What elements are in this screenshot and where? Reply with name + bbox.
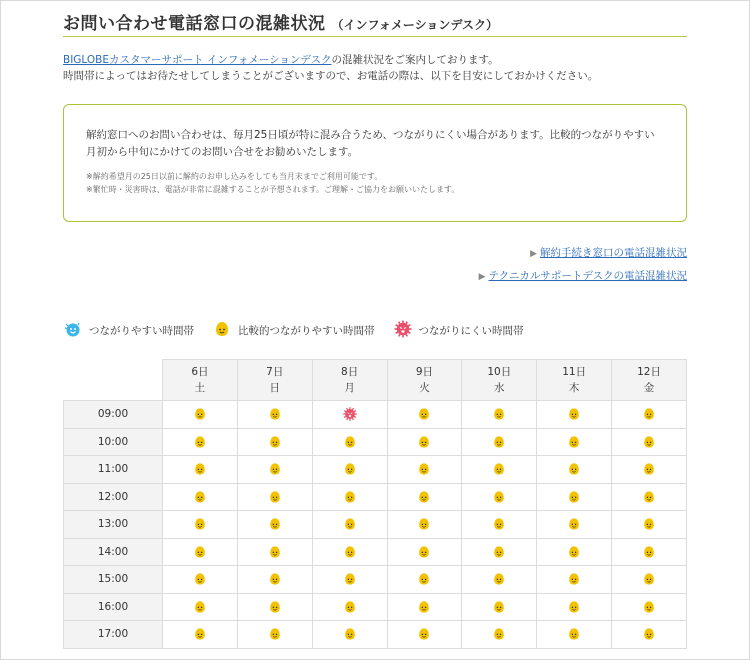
- status-cell: [312, 566, 387, 594]
- status-cell: [163, 593, 238, 621]
- fair-face-icon: [462, 571, 536, 587]
- technical-desk-link[interactable]: テクニカルサポートデスクの電話混雑状況: [488, 270, 687, 282]
- hard-face-icon: [313, 406, 387, 422]
- fair-face-icon: [612, 461, 686, 477]
- status-cell: [462, 401, 537, 429]
- day-date: 11日: [562, 366, 587, 378]
- fair-face-icon: [388, 571, 462, 587]
- fair-face-icon: [238, 406, 312, 422]
- day-header-3: [387, 360, 462, 401]
- status-cell: [163, 511, 238, 539]
- related-links: [63, 242, 687, 288]
- day-date: 7日: [266, 366, 284, 378]
- time-label: 13:00: [64, 511, 163, 539]
- time-label: 09:00: [64, 401, 163, 429]
- day-header-0: [163, 360, 238, 401]
- fair-face-icon: [462, 626, 536, 642]
- congestion-table: [63, 359, 687, 649]
- fair-face-icon: [462, 406, 536, 422]
- fair-face-icon: [612, 489, 686, 505]
- status-cell: [237, 456, 312, 484]
- info-desk-link[interactable]: BIGLOBEカスタマーサポート インフォメーションデスク: [63, 54, 332, 66]
- status-cell: [163, 456, 238, 484]
- fair-face-icon: [612, 626, 686, 642]
- fair-face-icon: [238, 544, 312, 560]
- status-cell: [312, 511, 387, 539]
- legend-easy-label: つながりやすい時間帯: [89, 324, 194, 337]
- time-label: 10:00: [64, 428, 163, 456]
- status-cell: [163, 428, 238, 456]
- status-cell: [237, 483, 312, 511]
- time-label: 16:00: [64, 593, 163, 621]
- status-cell: [462, 483, 537, 511]
- fair-face-icon: [163, 544, 237, 560]
- notice-note-1: ※解約希望月の25日以前に解約のお申し込みをしても当月末までご利用可能です。: [86, 172, 383, 181]
- fair-face-icon: [462, 489, 536, 505]
- status-cell: [612, 483, 687, 511]
- time-label: 12:00: [64, 483, 163, 511]
- day-header-2: [312, 360, 387, 401]
- day-weekday: 月: [344, 382, 355, 394]
- status-cell: [163, 401, 238, 429]
- status-cell: [163, 621, 238, 649]
- status-cell: [312, 538, 387, 566]
- fair-face-icon: [313, 516, 387, 532]
- fair-face-icon: [313, 434, 387, 450]
- day-date: 6日: [191, 366, 209, 378]
- day-header-5: [537, 360, 612, 401]
- status-cell: [312, 401, 387, 429]
- status-cell: [462, 593, 537, 621]
- fair-face-icon: [537, 626, 611, 642]
- fair-face-icon: [163, 571, 237, 587]
- table-row: [64, 428, 687, 456]
- day-date: 10日: [487, 366, 512, 378]
- day-weekday: 土: [194, 382, 206, 394]
- status-cell: [537, 566, 612, 594]
- fair-face-icon: [612, 599, 686, 615]
- fair-face-icon: [612, 571, 686, 587]
- fair-face-icon: [462, 599, 536, 615]
- notice-notes: [86, 170, 664, 196]
- status-cell: [237, 593, 312, 621]
- page-title-main: お問い合わせ電話窓口の混雑状況: [63, 14, 326, 34]
- fair-face-icon: [238, 599, 312, 615]
- hard-face-icon: [393, 319, 419, 342]
- status-cell: [237, 511, 312, 539]
- status-cell: [462, 428, 537, 456]
- fair-face-icon: [388, 461, 462, 477]
- status-cell: [537, 511, 612, 539]
- table-corner: [64, 360, 163, 401]
- table-row: [64, 401, 687, 429]
- status-cell: [462, 456, 537, 484]
- fair-face-icon: [163, 599, 237, 615]
- table-header-row: [64, 360, 687, 401]
- fair-face-icon: [388, 516, 462, 532]
- fair-face-icon: [238, 489, 312, 505]
- fair-face-icon: [212, 319, 238, 342]
- status-cell: [462, 538, 537, 566]
- day-header-4: [462, 360, 537, 401]
- status-cell: [387, 511, 462, 539]
- cancellation-desk-link[interactable]: 解約手続き窓口の電話混雑状況: [540, 247, 687, 259]
- fair-face-icon: [163, 489, 237, 505]
- day-header-1: [237, 360, 312, 401]
- time-label: 14:00: [64, 538, 163, 566]
- page-content: [63, 1, 687, 641]
- time-label: 15:00: [64, 566, 163, 594]
- status-cell: [612, 566, 687, 594]
- fair-face-icon: [238, 461, 312, 477]
- status-cell: [163, 566, 238, 594]
- status-cell: [387, 566, 462, 594]
- fair-face-icon: [612, 434, 686, 450]
- fair-face-icon: [313, 461, 387, 477]
- fair-face-icon: [238, 571, 312, 587]
- status-cell: [537, 593, 612, 621]
- status-cell: [537, 401, 612, 429]
- status-cell: [387, 401, 462, 429]
- table-row: [64, 511, 687, 539]
- legend-hard: [393, 319, 524, 342]
- status-cell: [312, 621, 387, 649]
- status-cell: [387, 456, 462, 484]
- status-cell: [462, 511, 537, 539]
- status-cell: [612, 621, 687, 649]
- status-cell: [387, 538, 462, 566]
- legend-fair-label: 比較的つながりやすい時間帯: [238, 324, 375, 337]
- status-cell: [537, 621, 612, 649]
- status-cell: [612, 511, 687, 539]
- fair-face-icon: [537, 571, 611, 587]
- fair-face-icon: [612, 516, 686, 532]
- status-cell: [237, 428, 312, 456]
- day-date: 8日: [341, 366, 359, 378]
- fair-face-icon: [462, 544, 536, 560]
- status-cell: [237, 401, 312, 429]
- fair-face-icon: [163, 434, 237, 450]
- fair-face-icon: [537, 406, 611, 422]
- status-cell: [537, 483, 612, 511]
- fair-face-icon: [537, 461, 611, 477]
- fair-face-icon: [238, 434, 312, 450]
- day-date: 12日: [637, 366, 661, 378]
- status-cell: [462, 566, 537, 594]
- intro-line2: 時間帯によってはお待たせしてしまうことがございますので、お電話の際は、以下を目安にしておかけください。: [63, 70, 599, 82]
- fair-face-icon: [388, 406, 462, 422]
- fair-face-icon: [537, 434, 611, 450]
- day-header-6: [612, 360, 687, 401]
- fair-face-icon: [462, 516, 536, 532]
- fair-face-icon: [163, 461, 237, 477]
- fair-face-icon: [612, 544, 686, 560]
- intro-text: [63, 52, 687, 84]
- status-cell: [163, 483, 238, 511]
- day-weekday: 火: [419, 382, 430, 394]
- time-label: 11:00: [64, 456, 163, 484]
- legend-fair: [212, 319, 375, 342]
- table-row: [64, 483, 687, 511]
- legend-hard-label: つながりにくい時間帯: [418, 324, 524, 337]
- link-row-technical: [63, 265, 687, 288]
- day-weekday: 木: [568, 382, 580, 394]
- legend: [63, 319, 542, 341]
- status-cell: [387, 483, 462, 511]
- status-cell: [612, 428, 687, 456]
- fair-face-icon: [313, 571, 387, 587]
- intro-line1-rest: の混雑状況をご案内しております。: [331, 54, 499, 66]
- notice-message: 解約窓口へのお問い合わせは、毎月25日頃が特に混み合うため、つながりにくい場合があります。比較的つながりやすい月初から中旬にかけてのお問い合せをお勧めいたします。: [86, 129, 655, 158]
- fair-face-icon: [388, 544, 462, 560]
- fair-face-icon: [163, 516, 237, 532]
- easy-face-icon: [63, 319, 89, 342]
- table-row: [64, 456, 687, 484]
- table-body: [64, 401, 687, 649]
- triangle-right-icon: ▶: [478, 272, 486, 282]
- notice-box: [63, 104, 687, 222]
- status-cell: [537, 428, 612, 456]
- fair-face-icon: [537, 489, 611, 505]
- status-cell: [537, 456, 612, 484]
- status-cell: [387, 593, 462, 621]
- day-date: 9日: [415, 366, 434, 378]
- status-cell: [312, 428, 387, 456]
- triangle-right-icon: ▶: [530, 249, 537, 259]
- status-cell: [163, 538, 238, 566]
- fair-face-icon: [313, 599, 387, 615]
- status-cell: [237, 538, 312, 566]
- day-weekday: 水: [494, 382, 505, 394]
- status-cell: [312, 456, 387, 484]
- fair-face-icon: [462, 461, 536, 477]
- status-cell: [612, 538, 687, 566]
- fair-face-icon: [238, 626, 312, 642]
- status-cell: [387, 621, 462, 649]
- fair-face-icon: [612, 406, 686, 422]
- status-cell: [237, 566, 312, 594]
- page-title-sub: （インフォメーションデスク）: [331, 18, 498, 32]
- fair-face-icon: [462, 434, 536, 450]
- time-label: 17:00: [64, 621, 163, 649]
- fair-face-icon: [163, 626, 237, 642]
- fair-face-icon: [163, 406, 237, 422]
- notice-note-2: ※繁忙時・災害時は、電話が非常に混雑することが予想されます。ご理解・ご協力をお願いいたします。: [86, 185, 460, 194]
- fair-face-icon: [388, 599, 462, 615]
- fair-face-icon: [313, 626, 387, 642]
- status-cell: [537, 538, 612, 566]
- status-cell: [612, 593, 687, 621]
- table-row: [64, 538, 687, 566]
- status-cell: [387, 428, 462, 456]
- fair-face-icon: [537, 599, 611, 615]
- fair-face-icon: [388, 626, 462, 642]
- legend-easy: [63, 319, 194, 342]
- link-row-cancellation: [63, 242, 687, 265]
- fair-face-icon: [537, 544, 611, 560]
- status-cell: [612, 456, 687, 484]
- page-title: [63, 1, 687, 37]
- table-row: [64, 566, 687, 594]
- fair-face-icon: [388, 434, 462, 450]
- status-cell: [312, 593, 387, 621]
- status-cell: [462, 621, 537, 649]
- day-weekday: 日: [269, 382, 281, 394]
- table-row: [64, 621, 687, 649]
- status-cell: [312, 483, 387, 511]
- status-cell: [612, 401, 687, 429]
- status-cell: [237, 621, 312, 649]
- fair-face-icon: [313, 544, 387, 560]
- fair-face-icon: [313, 489, 387, 505]
- fair-face-icon: [238, 516, 312, 532]
- table-row: [64, 593, 687, 621]
- day-weekday: 金: [643, 382, 655, 394]
- fair-face-icon: [537, 516, 611, 532]
- fair-face-icon: [388, 489, 462, 505]
